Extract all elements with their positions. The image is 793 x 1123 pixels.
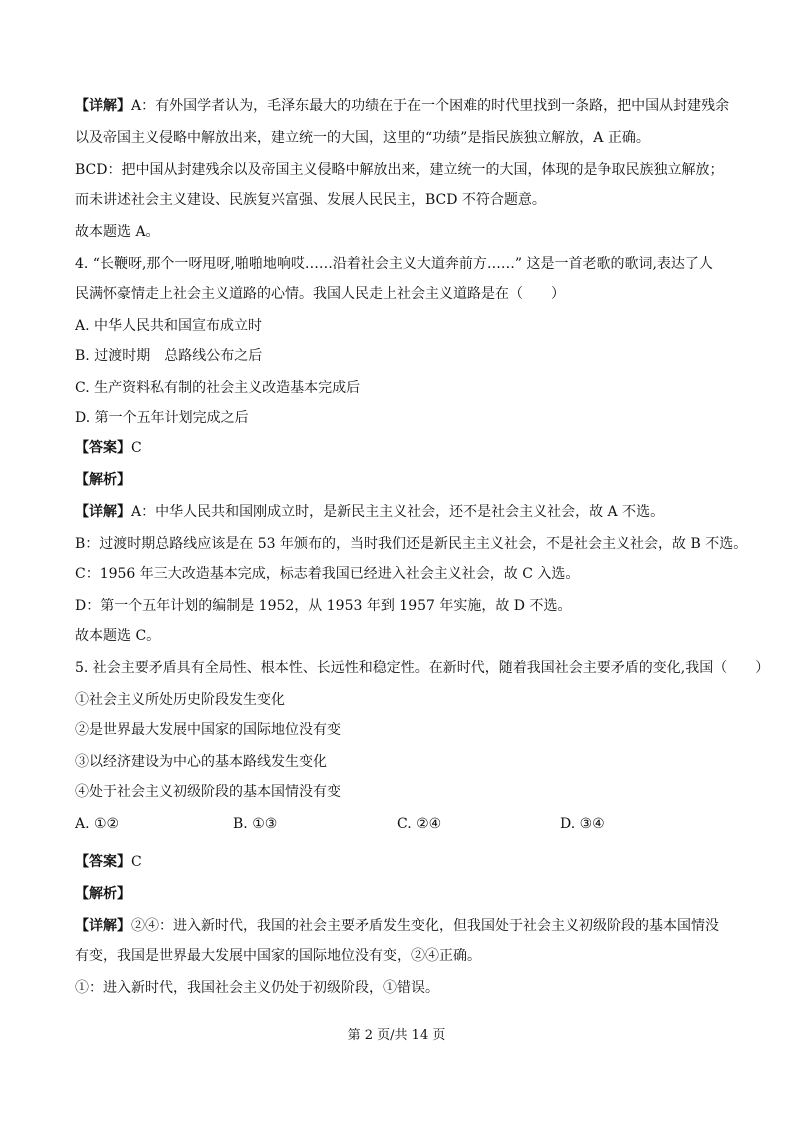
text-line-f3 [75,978,725,998]
line-text: ①社会主义所处历史阶段发生变化 [75,692,285,708]
text-line-s1 [75,690,725,710]
text-line-q4D [75,408,725,428]
line-text: 民满怀豪情走上社会主义道路的心情。我国人民走上社会主义道路是在（ ） [75,286,565,302]
line-text: A：中华人民共和国刚成立时，是新民主主义社会，还不是社会主义社会，故 A 不选。 [131,504,665,520]
text-line-d3 [75,160,725,180]
line-text: B. 过渡时期 总路线公布之后 [75,348,263,364]
text-line-q5 [75,658,770,678]
text-line-q4b [75,284,725,304]
option-1: B. ①③ [233,816,278,832]
text-line-j5 [75,884,725,904]
text-line-e3 [75,564,725,584]
line-text: D. 第一个五年计划完成之后 [75,410,249,426]
section-label: 【解析】 [75,472,131,488]
line-text: BCD：把中国从封建残余以及帝国主义侵略中解放出来，建立统一的大国，体现的是争取民族独立解放； [75,162,724,178]
line-text: 以及帝国主义侵略中解放出来，建立统一的大国，这里的“功绩”是指民族独立解放，A 正确。 [75,130,650,146]
line-text: A：有外国学者认为，毛泽东最大的功绩在于在一个困难的时代里找到一条路，把中国从封建残余 [131,98,730,114]
text-line-e4 [75,596,725,616]
text-line-s4 [75,782,725,802]
option-2: C. ②④ [397,816,442,832]
line-text: ①：进入新时代，我国社会主义仍处于初级阶段，①错误。 [75,980,439,996]
text-line-a5 [75,852,725,872]
line-text: C [131,854,142,870]
page-footer: 第 2 页/共 14 页 [347,1028,446,1043]
text-line-f2 [75,946,725,966]
line-text: 有变，我国是世界最大发展中国家的国际地位没有变，②④正确。 [75,948,481,964]
text-line-s3 [75,752,725,772]
line-text: 故本题选 A。 [75,224,160,240]
line-text: 4. “长鞭呀,那个一呀甩呀,啪啪地响哎……沿着社会主义大道奔前方……” 这是一首老歌的歌词,表达了人 [75,256,713,272]
text-line-s2 [75,720,725,740]
section-label: 【解析】 [75,886,131,902]
text-line-q4a [75,254,725,274]
line-text: C [131,440,142,456]
line-text: ③以经济建设为中心的基本路线发生变化 [75,754,327,770]
section-label: 【答案】 [75,854,131,870]
line-text: 5. 社会主要矛盾具有全局性、根本性、长远性和稳定性。在新时代，随着我国社会主要矛盾的变化,我国（ ） [75,660,770,676]
line-text: C：1956 年三大改造基本完成，标志着我国已经进入社会主义社会，故 C 入选。 [75,566,580,582]
text-line-d1 [75,96,730,116]
text-line-e2 [75,534,748,554]
text-line-f1 [75,916,725,936]
line-text: 而未讲述社会主义建设、民族复兴富强、发展人民民主，BCD 不符合题意。 [75,192,546,208]
section-label: 【详解】 [75,918,131,934]
line-text: C. 生产资料私有制的社会主义改造基本完成后 [75,380,361,396]
text-line-a4 [75,438,725,458]
option-0: A. ①② [75,816,120,832]
line-text: 故本题选 C。 [75,628,161,644]
line-text: ②④：进入新时代，我国的社会主要矛盾发生变化，但我国处于社会主义初级阶段的基本国情没 [131,918,719,934]
text-line-d5 [75,222,725,242]
section-label: 【答案】 [75,440,131,456]
text-line-d4 [75,190,725,210]
section-label: 【详解】 [75,98,131,114]
text-line-e5 [75,626,725,646]
line-text: D：第一个五年计划的编制是 1952，从 1953 年到 1957 年实施，故 D 不选。 [75,598,572,614]
text-line-e1 [75,502,725,522]
text-line-d2 [75,128,725,148]
line-text: ②是世界最大发展中国家的国际地位没有变 [75,722,341,738]
line-text: B：过渡时期总路线应该是在 53 年颁布的，当时我们还是新民主主义社会，不是社会主义社会，故 B 不选。 [75,536,748,552]
line-text: A. 中华人民共和国宣布成立时 [75,318,263,334]
text-line-q4B [75,346,725,366]
section-label: 【详解】 [75,504,131,520]
option-3: D. ③④ [560,816,605,832]
text-line-j4 [75,470,725,490]
text-line-q4A [75,316,725,336]
text-line-q4C [75,378,725,398]
line-text: ④处于社会主义初级阶段的基本国情没有变 [75,784,341,800]
